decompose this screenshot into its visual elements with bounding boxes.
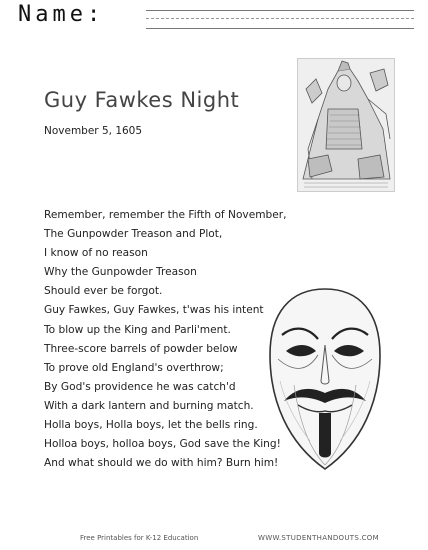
poem xyxy=(44,206,287,473)
footer-website[interactable]: WWW.STUDENTHANDOUTS.COM xyxy=(258,534,379,542)
page-title: Guy Fawkes Night xyxy=(44,88,240,112)
poem-line: To blow up the King and Parli'ment. xyxy=(44,323,231,336)
writing-line-top xyxy=(146,10,414,11)
guy-fawkes-mask xyxy=(264,285,386,473)
writing-line-mid xyxy=(146,18,414,19)
poem-line: To prove old England's overthrow; xyxy=(44,361,224,374)
poem-line: Should ever be forgot. xyxy=(44,285,163,298)
poem-line: And what should we do with him? Burn him! xyxy=(44,457,279,470)
poem-line: Remember, remember the Fifth of November, xyxy=(44,209,287,221)
poem-line: Holloa boys, holloa boys, God save the King! xyxy=(44,438,281,451)
engraving-image xyxy=(298,59,394,191)
poem-line: Holla boys, Holla boys, let the bells ring. xyxy=(44,419,258,432)
poem-line: Why the Gunpowder Treason xyxy=(44,266,197,279)
poem-line: By God's providence he was catch'd xyxy=(44,380,236,393)
name-label: Name: xyxy=(18,2,105,27)
poem-line: With a dark lantern and burning match. xyxy=(44,399,254,412)
poem-line: Three-score barrels of powder below xyxy=(44,342,238,355)
poem-line: Guy Fawkes, Guy Fawkes, t'was his intent xyxy=(44,304,264,317)
writing-line-base xyxy=(146,28,414,29)
poem-line: I know of no reason xyxy=(44,247,148,260)
page-date: November 5, 1605 xyxy=(44,125,143,137)
mask-image xyxy=(264,285,386,473)
name-field xyxy=(18,4,398,34)
poem-line: The Gunpowder Treason and Plot, xyxy=(44,228,223,241)
footer-tagline: Free Printables for K-12 Education xyxy=(80,534,199,542)
name-writing-lines xyxy=(146,10,414,32)
engraving-illustration xyxy=(297,58,395,192)
